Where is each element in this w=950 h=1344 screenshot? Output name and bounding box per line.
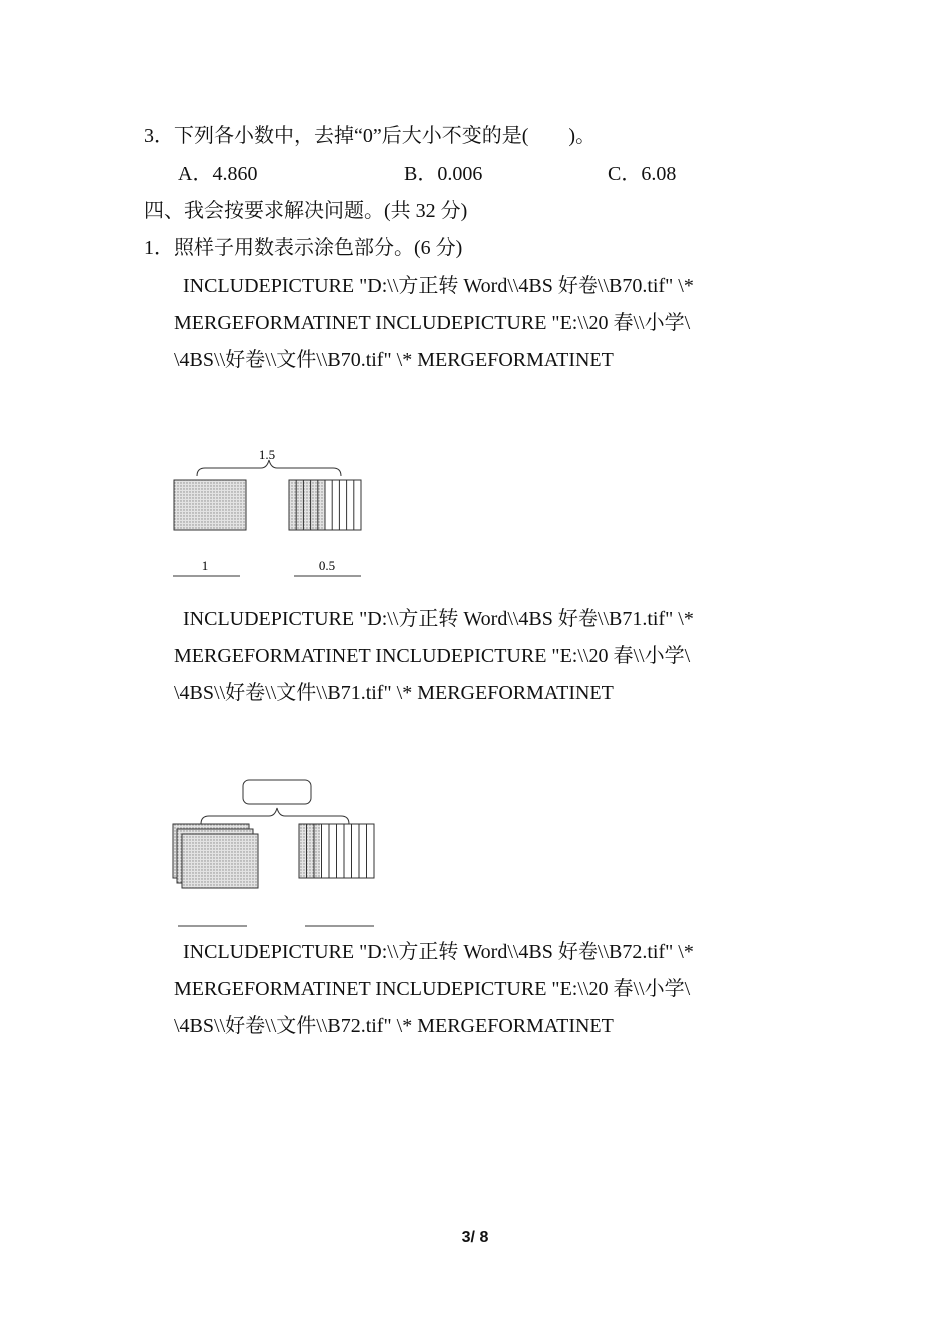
field-code-2-line-3: \4BS\\好卷\\文件\\B71.tif" \* MERGEFORMATINET xyxy=(174,682,614,704)
field-code-3-line-3: \4BS\\好卷\\文件\\B72.tif" \* MERGEFORMATINET xyxy=(174,1015,614,1037)
total-label: 1.5 xyxy=(258,447,276,462)
brace xyxy=(197,460,341,476)
whole-unit-square xyxy=(174,480,246,530)
figure-example xyxy=(165,440,375,585)
field-code-1-line-2: MERGEFORMATINET INCLUDEPICTURE "E:\\20 春\\小学\ xyxy=(174,312,691,334)
option-c: C．6.08 xyxy=(608,163,677,185)
figure-exercise xyxy=(165,770,385,935)
tenths-strips xyxy=(289,480,361,530)
field-code-2-line-1: INCLUDEPICTURE "D:\\方正转 Word\\4BS 好卷\\B71.tif" \* xyxy=(183,608,694,630)
option-a: A．4.860 xyxy=(178,163,258,185)
answer-box xyxy=(243,780,311,804)
field-code-3-line-1: INCLUDEPICTURE "D:\\方正转 Word\\4BS 好卷\\B72.tif" \* xyxy=(183,941,694,963)
field-code-2-line-2: MERGEFORMATINET INCLUDEPICTURE "E:\\20 春\\小学\ xyxy=(174,645,691,667)
tenths-strips xyxy=(299,824,374,878)
section-heading: 四、我会按要求解决问题。(共 32 分) xyxy=(144,200,468,222)
question-3-text: 3．下列各小数中，去掉“0”后大小不变的是( )。 xyxy=(144,125,596,147)
option-b: B．0.006 xyxy=(404,163,483,185)
question-1-text: 1．照样子用数表示涂色部分。(6 分) xyxy=(144,237,463,259)
field-code-3-line-2: MERGEFORMATINET INCLUDEPICTURE "E:\\20 春\\小学\ xyxy=(174,978,691,1000)
page-number: 3/ 8 xyxy=(461,1229,489,1246)
field-code-1-line-1: INCLUDEPICTURE "D:\\方正转 Word\\4BS 好卷\\B70.tif" \* xyxy=(183,275,694,297)
right-answer-label: 0.5 xyxy=(318,558,336,573)
stacked-unit-squares xyxy=(173,824,258,888)
brace xyxy=(201,808,349,824)
field-code-1-line-3: \4BS\\好卷\\文件\\B70.tif" \* MERGEFORMATINET xyxy=(174,349,614,371)
left-answer-label: 1 xyxy=(201,558,209,573)
